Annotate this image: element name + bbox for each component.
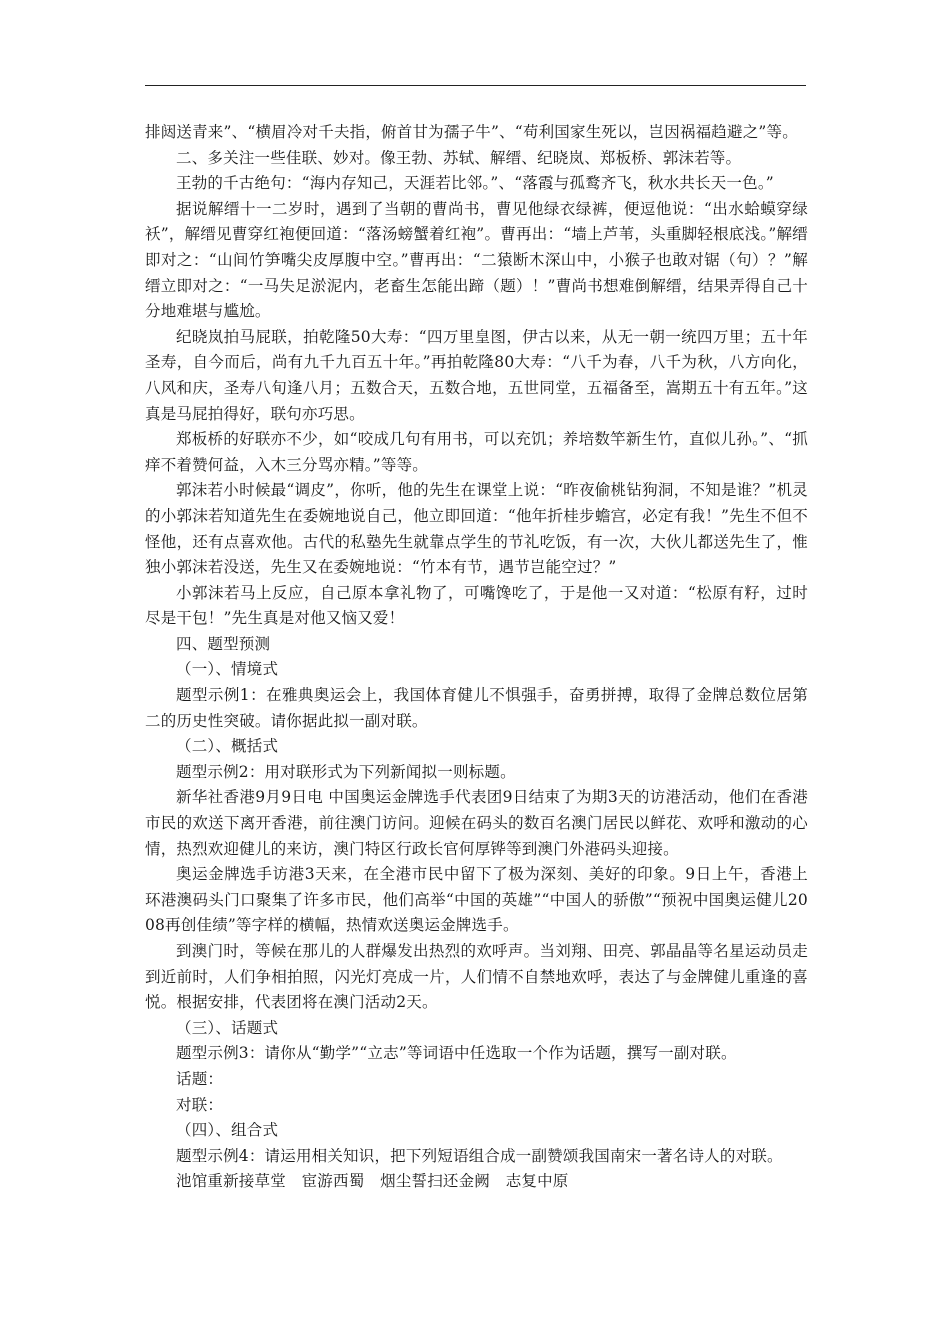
subheading-1: （一）、情境式 [176,660,279,679]
section-heading-4: 四、题型预测 [176,634,271,653]
subheading-4: （四）、组合式 [176,1121,279,1140]
subheading-3: （三）、话题式 [176,1018,279,1037]
header-rule [145,85,806,86]
subheading-2: （二）、概括式 [176,737,279,756]
news-paragraph-1: 新华社香港9月9日电 中国奥运金牌选手代表团9日结束了为期3天的访港活动，他们在香港市民的欢送下离开香港，前往澳门访问。迎候在码头的数百名澳门居民以鲜花、欢呼和激动的心情，热烈欢迎健儿的来访，澳门特区行政长官何厚铧等到澳门外港码头迎接。 [145,788,808,858]
paragraph-7: 小郭沫若马上反应，自己原本拿礼物了，可嘴馋吃了，于是他一又对道：“松原有籽，过时尽是干包！”先生真是对他又恼又爱！ [145,583,808,628]
example-3: 题型示例3：请你从“勤学”“立志”等词语中任选取一个作为话题，撰写一副对联。 [176,1044,737,1063]
paragraph-2: 王勃的千古绝句：“海内存知己，天涯若比邻。”、“落霞与孤鹜齐飞，秋水共长天一色。” [176,174,774,193]
couplet-label: 对联： [176,1095,224,1114]
paragraph-5: 郑板桥的好联亦不少，如“咬成几句有用书，可以充饥；养培数竿新生竹，直似儿孙。”、“抓痒不着赞何益，入木三分骂亦精。”等等。 [145,430,808,474]
paragraph-1: 二、多关注一些佳联、妙对。像王勃、苏轼、解缙、纪晓岚、郑板桥、郭沫若等。 [176,148,742,167]
paragraph-4: 纪晓岚拍马屁联，拍乾隆50大寿：“四万里皇图，伊古以来，从无一朝一统四万里；五十年圣寿，自今而后，尚有九千九百五十年。”再拍乾隆80大寿：“八千为春，八千为秋，八方向化，八风和庆，圣寿八旬逢八月；五数合天，五数合地，五世同堂，五福备至，嵩期五十有五年。”这真是马屁拍得好，联句亦巧思。 [145,327,808,423]
paragraph-3: 据说解缙十一二岁时，遇到了当朝的曹尚书，曹见他绿衣绿裤，便逗他说：“出水蛤蟆穿绿袄”，解缙见曹穿红袍便回道：“落汤螃蟹着红袍”。曹再出：“墙上芦苇，头重脚轻根底浅。”解缙即对之：“山间竹笋嘴尖皮厚腹中空。”曹再出：“二猿断木深山中，小猴子也敢对锯（句）？”解缙立即对之：“一马失足淤泥内，老畜生怎能出蹄（题）！”曹尚书想难倒解缙，结果弄得自己十分地难堪与尴尬。 [145,199,808,321]
example-4: 题型示例4：请运用相关知识，把下列短语组合成一副赞颂我国南宋一著名诗人的对联。 [176,1146,783,1165]
topic-label: 话题： [176,1069,224,1088]
document-body [145,120,808,1195]
paragraph-6: 郭沫若小时候最“调皮”，你听，他的先生在课堂上说：“昨夜偷桃钻狗洞，不知是谁？”机灵的小郭沫若知道先生在委婉地说自己，他立即回道：“他年折桂步蟾宫，必定有我！”先生不但不怪他，还有点喜欢他。古代的私塾先生就靠点学生的节礼吃饭，有一次，大伙儿都送先生了，惟独小郭沫若没送，先生又在委婉地说：“竹本有节，遇节岂能空过？” [145,481,808,577]
paragraph-0: 排闼送青来”、“横眉冷对千夫指，俯首甘为孺子牛”、“苟利国家生死以，岂因祸福趋避之”等。 [145,123,798,141]
example-1: 题型示例1：在雅典奥运会上，我国体育健儿不惧强手，奋勇拼搏，取得了金牌总数位居第二的历史性突破。请你据此拟一副对联。 [145,686,808,730]
example-2: 题型示例2：用对联形式为下列新闻拟一则标题。 [176,762,516,781]
news-paragraph-3: 到澳门时，等候在那儿的人群爆发出热烈的欢呼声。当刘翔、田亮、郭晶晶等名星运动员走到近前时，人们争相拍照，闪光灯亮成一片，人们情不自禁地欢呼，表达了与金牌健儿重逢的喜悦。根据安排，代表团将在澳门活动2天。 [145,942,808,1012]
news-paragraph-2: 奥运金牌选手访港3天来，在全港市民中留下了极为深刻、美好的印象。9日上午，香港上环港澳码头门口聚集了许多市民，他们高举“中国的英雄”“中国人的骄傲”“预祝中国奥运健儿2008再创佳绩”等字样的横幅，热情欢送奥运金牌选手。 [145,865,808,935]
phrase-list: 池馆重新接草堂 宦游西蜀 烟尘誓扫还金阙 志复中原 [176,1172,569,1191]
